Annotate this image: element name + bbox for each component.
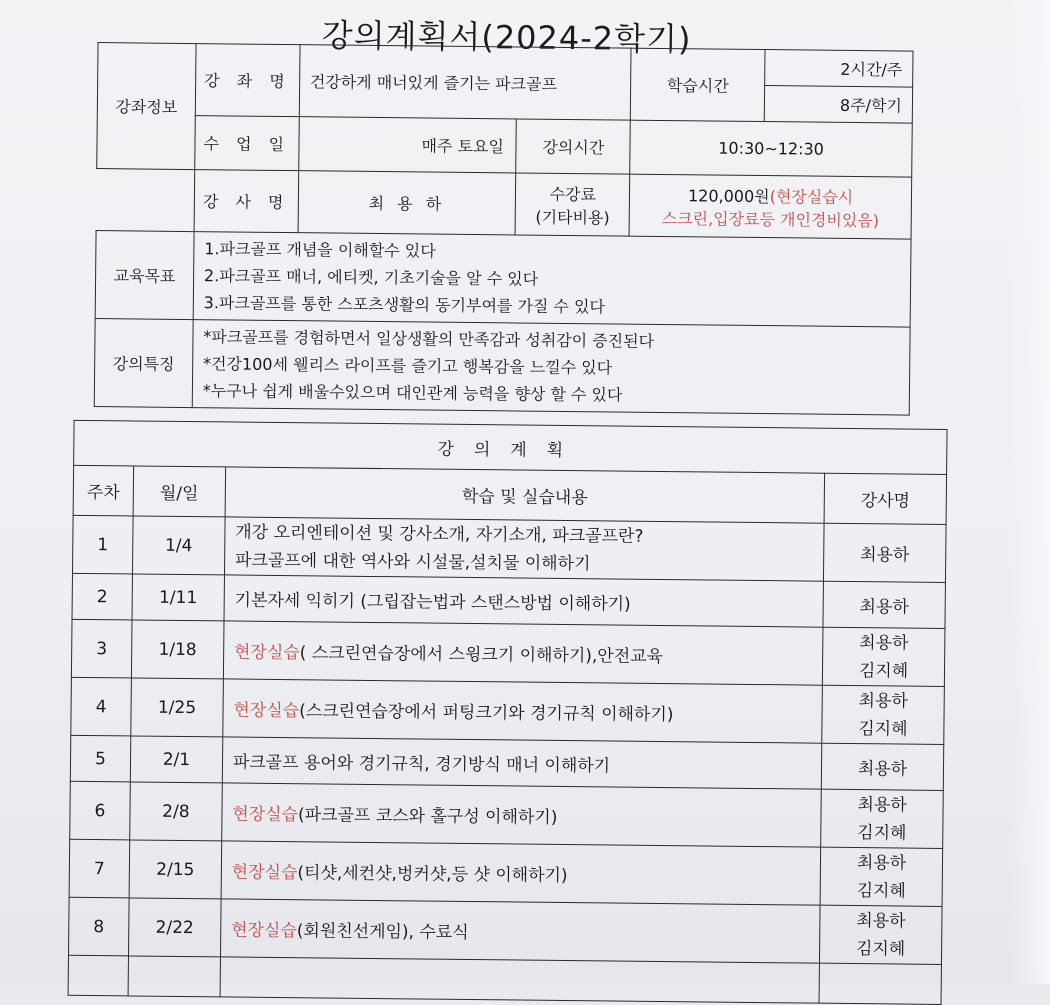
date-cell: 1/18 (131, 620, 224, 679)
content-line-2: 파크골프에 대한 역사와 시설물,설치물 이해하기 (234, 550, 591, 574)
date-cell: 2/15 (129, 840, 222, 899)
instructor-line-1: 최용하 (856, 910, 906, 932)
goals-list (193, 232, 911, 328)
content-text: ( 스크린연습장에서 스윙크기 이해하기),안전교육 (299, 643, 664, 668)
empty-cell (128, 956, 220, 997)
lecture-plan-title: 강의계획 (74, 420, 947, 474)
week-cell: 3 (71, 619, 132, 678)
lecture-plan-table (68, 420, 948, 1005)
fee-label (515, 173, 629, 236)
header-date: 월/일 (133, 466, 225, 517)
fee-label-line-2: (기타비용) (535, 207, 610, 227)
instructor-line-1: 최용하 (858, 690, 908, 712)
class-day-label: 수 업 일 (195, 116, 299, 171)
week-cell: 6 (70, 781, 131, 840)
features-list (192, 320, 910, 416)
blank-cell (96, 169, 195, 232)
date-cell: 1/4 (132, 516, 225, 575)
date-cell: 1/25 (131, 678, 224, 737)
practice-tag: 현장실습 (231, 862, 298, 884)
goal-item: 3.파크골프를 통한 스포츠생활의 동기부여를 가질 수 있다 (203, 293, 606, 317)
week-cell: 8 (68, 897, 129, 956)
date-cell: 1/11 (132, 574, 224, 621)
fee-note-1: (현장실습시 (769, 186, 854, 207)
content-text: (스크린연습장에서 퍼팅크기와 경기규칙 이해하기) (299, 701, 674, 726)
table-row (71, 619, 945, 686)
content-text: (회원친선게임), 수료식 (296, 921, 469, 943)
practice-tag: 현장실습 (231, 920, 297, 942)
course-name-value: 건강하게 매너있게 즐기는 파크골프 (299, 45, 631, 120)
table-row (70, 781, 944, 848)
page-title: 강의계획서(2024-2학기) (321, 16, 692, 59)
empty-cell (220, 957, 820, 1003)
date-cell: 2/22 (128, 898, 221, 957)
content-cell (224, 517, 824, 581)
content-cell (221, 841, 821, 905)
study-time-value-2: 8주/학기 (764, 86, 912, 124)
study-time-label: 학습시간 (631, 48, 766, 121)
instructor-cell (822, 685, 944, 744)
practice-tag: 현장실습 (232, 804, 299, 826)
class-day-value: 매주 토요일 (298, 117, 516, 173)
instructor-line-2: 김지혜 (857, 822, 907, 844)
instructor-cell (820, 905, 942, 964)
content-text: (파크골프 코스와 홀구성 이해하기) (297, 805, 558, 828)
instructor-label: 강 사 명 (194, 170, 299, 233)
content-cell (222, 783, 822, 847)
content-cell: 기본자세 익히기 (그립잡는법과 스탠스방법 이해하기) (224, 575, 824, 627)
course-info-table (94, 42, 914, 416)
fee-amount: 120,000원 (687, 185, 770, 206)
features-label: 강의특징 (94, 319, 193, 408)
week-cell: 5 (70, 735, 130, 782)
instructor-line-2: 김지혜 (855, 938, 906, 960)
table-row (71, 677, 945, 744)
content-text: (티샷,세컨샷,벙커샷,등 샷 이해하기) (297, 863, 568, 887)
study-time-value-1: 2시간/주 (765, 50, 913, 88)
week-cell: 4 (71, 677, 132, 736)
goal-item: 2.파크골프 매너, 에티켓, 기초기술을 알 수 있다 (203, 266, 539, 289)
feature-item: *건강100세 웰리스 라이프를 즐기고 행복감을 느낄수 있다 (202, 354, 613, 378)
section-label-course-info: 강좌정보 (97, 43, 196, 170)
fee-label-line-1: 수강료 (549, 184, 597, 204)
content-cell (220, 899, 820, 963)
practice-tag: 현장실습 (233, 642, 300, 664)
instructor-line-2: 김지혜 (858, 660, 909, 682)
date-cell: 2/1 (130, 736, 222, 783)
instructor-cell: 최용하 (824, 523, 946, 582)
table-row-empty (68, 955, 941, 1004)
week-cell: 2 (72, 573, 132, 620)
instructor-line-1: 최용하 (857, 794, 907, 816)
empty-cell (68, 955, 128, 996)
table-row (69, 839, 943, 906)
week-cell: 1 (72, 515, 133, 574)
feature-item: *누구나 쉽게 배울수있으며 대인관계 능력을 향상 할 수 있다 (202, 381, 623, 405)
fee-note-2: 스크린,입장료등 개인경비있음) (661, 208, 880, 230)
content-line-1: 개강 오리엔테이션 및 강사소개, 자기소개, 파크골프란? (235, 522, 644, 547)
instructor-line-2: 김지혜 (856, 880, 907, 902)
date-cell: 2/8 (130, 782, 223, 841)
goals-label: 교육목표 (95, 231, 194, 320)
course-name-label: 강 좌 명 (195, 44, 300, 117)
goal-item: 1.파크골프 개념을 이해할수 있다 (204, 239, 436, 261)
instructor-cell (822, 627, 944, 686)
table-row (68, 897, 942, 964)
instructor-cell (820, 847, 942, 906)
content-cell (223, 621, 823, 685)
instructor-cell (821, 789, 943, 848)
instructor-value: 최 용 하 (298, 171, 516, 235)
fee-value (629, 174, 911, 239)
week-cell: 7 (69, 839, 130, 898)
table-row (72, 515, 946, 582)
instructor-cell: 최용하 (821, 743, 943, 790)
paper-edge (1010, 0, 1050, 984)
header-content: 학습 및 실습내용 (225, 467, 825, 523)
header-instructor: 강사명 (824, 473, 946, 524)
instructor-line-1: 최용하 (859, 632, 909, 654)
lecture-time-value: 10:30~12:30 (630, 120, 912, 177)
instructor-cell: 최용하 (823, 581, 945, 628)
content-cell (223, 679, 823, 743)
practice-tag: 현장실습 (233, 700, 300, 722)
syllabus-document (82, 0, 922, 993)
instructor-line-1: 최용하 (856, 852, 907, 874)
content-cell: 파크골프 용어와 경기규칙, 경기방식 매너 이해하기 (222, 737, 822, 789)
header-week: 주차 (73, 465, 133, 516)
instructor-line-2: 김지혜 (858, 718, 908, 740)
lecture-time-label: 강의시간 (516, 119, 630, 174)
feature-item: *파크골프를 경험하면서 일상생활의 만족감과 성취감이 증진된다 (203, 327, 655, 351)
